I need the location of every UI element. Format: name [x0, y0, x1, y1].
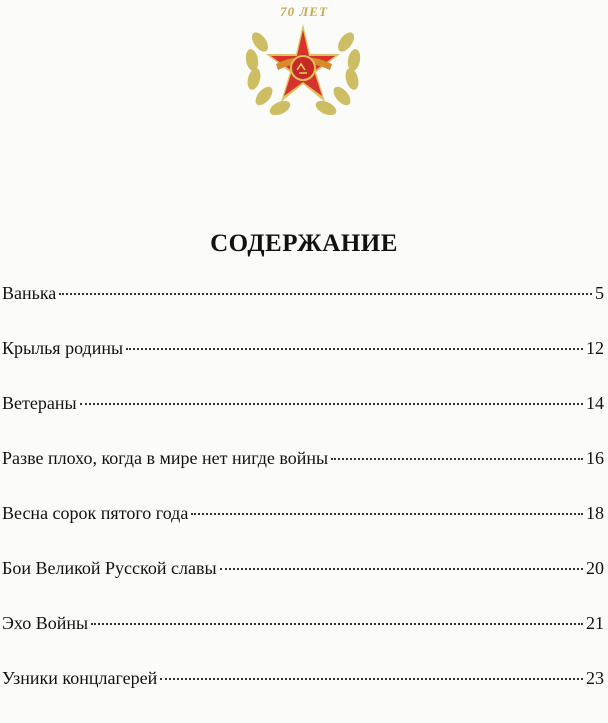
toc-entry-title: Разве плохо, когда в мире нет нигде войны — [2, 448, 329, 468]
toc-entry-page: 20 — [586, 558, 604, 578]
dot-leader — [80, 403, 583, 405]
toc-entry[interactable] — [0, 338, 604, 393]
dot-leader — [331, 458, 583, 460]
toc-entry[interactable] — [0, 558, 604, 613]
toc-entry-page: 12 — [586, 338, 604, 358]
toc-entry[interactable] — [0, 393, 604, 448]
toc-entry-title: Бои Великой Русской славы — [2, 558, 217, 578]
toc-entry-page: 14 — [586, 393, 604, 413]
toc-entry[interactable] — [0, 283, 604, 338]
toc-entry[interactable] — [0, 668, 604, 723]
toc-entry-page: 18 — [586, 503, 604, 523]
toc-entry-title: Узники концлагерей — [2, 668, 158, 688]
toc-entry-page: 5 — [595, 283, 604, 303]
table-of-contents — [0, 283, 604, 723]
toc-entry-title: Крылья родины — [2, 338, 124, 358]
toc-entry[interactable] — [0, 613, 604, 668]
dot-leader — [126, 348, 583, 350]
toc-entry[interactable] — [0, 448, 604, 503]
toc-entry-title: Ванька — [2, 283, 57, 303]
dot-leader — [91, 623, 583, 625]
dot-leader — [59, 293, 592, 295]
toc-entry-title: Ветераны — [2, 393, 77, 413]
toc-entry-title: Эхо Войны — [2, 613, 89, 633]
page-title: СОДЕРЖАНИЕ — [210, 230, 398, 257]
toc-entry-page: 21 — [586, 613, 604, 633]
dot-leader — [220, 568, 583, 570]
dot-leader — [191, 513, 583, 515]
toc-entry[interactable] — [0, 503, 604, 558]
order-star-emblem-icon — [238, 2, 368, 126]
dot-leader — [160, 678, 583, 680]
emblem-caption: 70 ЛЕТ — [280, 4, 328, 19]
toc-entry-page: 16 — [586, 448, 604, 468]
toc-entry-title: Весна сорок пятого года — [2, 503, 189, 523]
toc-entry-page: 23 — [586, 668, 604, 688]
